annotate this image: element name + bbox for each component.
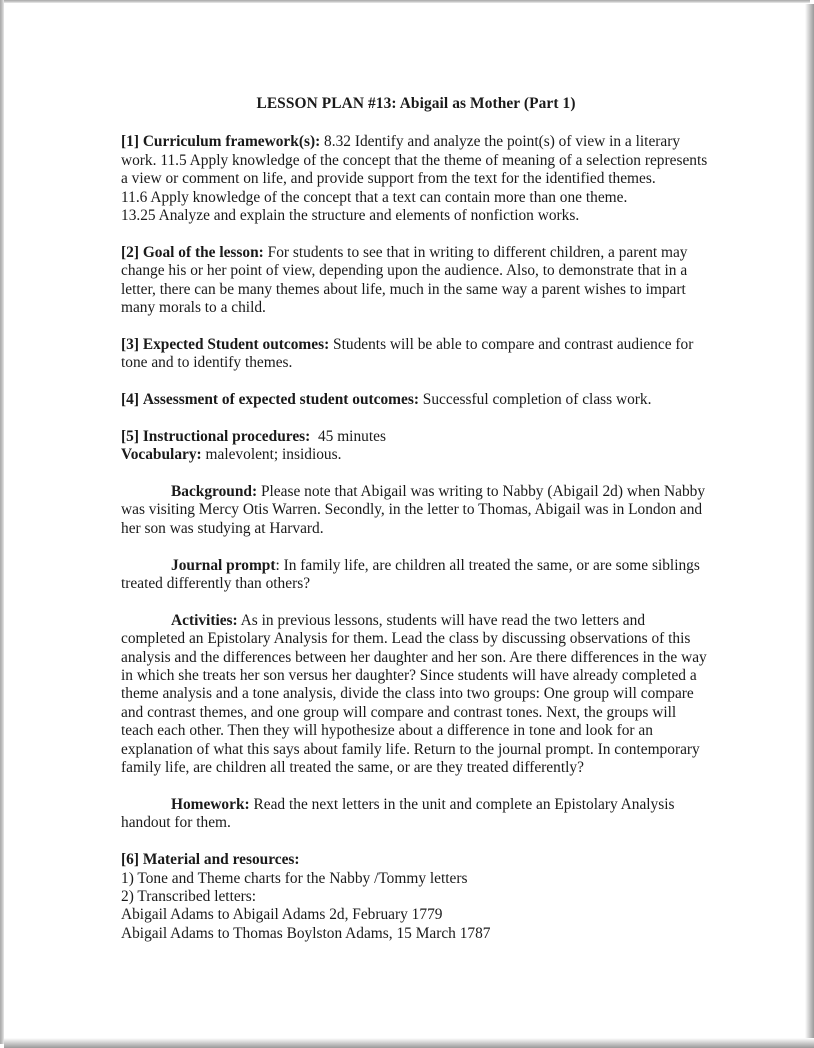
section-procedures-duration: 45 minutes: [310, 427, 386, 445]
subsection-vocabulary: [121, 446, 711, 464]
section-outcomes-body: Students will be able to compare and contrast audience for tone and to identify themes.: [121, 335, 694, 372]
section-materials: [121, 851, 711, 869]
homework-body: Read the next letters in the unit and complete an Epistolary Analysis handout for them.: [121, 795, 675, 832]
background-body: Please note that Abigail was writing to Nabby (Abigail 2d) when Nabby was visiting Mercy Otis Warren. Secondly, in the letter to Thomas, Abigail was in London and her son was studying at Harvard.: [121, 483, 706, 537]
section-materials-number: [6]: [121, 851, 139, 869]
section-goal-body: For students to see that in writing to different children, a parent may change his or her point of view, depending upon the audience. Also, to demonstrate that in a letter, there can be many themes about life, much in the same way a parent wishes to impart many morals to a child.: [121, 243, 688, 317]
section-outcomes-number: [3]: [121, 335, 139, 353]
spacer: [121, 317, 711, 335]
section-expected-outcomes: [121, 336, 711, 373]
section-curriculum-line2: 11.6 Apply knowledge of the concept that a text can contain more than one theme.: [121, 188, 628, 206]
section-curriculum-heading: Curriculum framework(s):: [142, 133, 321, 151]
document-text-column: [121, 95, 711, 943]
journal-prompt-heading: Journal prompt: [171, 556, 276, 574]
journal-prompt-body: : In family life, are children all treated the same, or are some siblings treated differently than others?: [121, 556, 700, 593]
section-goal-number: [2]: [121, 243, 139, 261]
subsection-homework: [121, 796, 711, 833]
vocabulary-body: malevolent; insidious.: [201, 446, 342, 464]
materials-letter-2: Abigail Adams to Thomas Boylston Adams, 15 March 1787: [121, 924, 491, 942]
section-goal: [121, 244, 711, 318]
spacer: [121, 225, 711, 243]
section-goal-heading: Goal of the lesson:: [142, 243, 264, 261]
section-assessment: [121, 391, 711, 409]
subsection-background: [121, 483, 711, 538]
spacer: [121, 833, 711, 851]
spacer: [121, 409, 711, 427]
section-assessment-heading: Assessment of expected student outcomes:: [142, 391, 419, 409]
spacer: [121, 778, 711, 796]
background-heading: Background:: [171, 483, 258, 501]
section-assessment-number: [4]: [121, 391, 139, 409]
materials-item-2: 2) Transcribed letters:: [121, 887, 257, 905]
section-curriculum-number: [1]: [121, 133, 139, 151]
section-curriculum-line3: 13.25 Analyze and explain the structure and elements of nonfiction works.: [121, 207, 580, 225]
page-title: LESSON PLAN #13: Abigail as Mother (Part 1): [256, 95, 576, 112]
section-materials-heading: Material and resources:: [142, 851, 300, 869]
activities-body: As in previous lessons, students will have read the two letters and completed an Epistolary Analysis for them. Lead the class by discussing observations of this analysis and the differences between her daughter and her son. Are there differences in the way in which she treats her son versus her daughter? Since students will have already completed a theme analysis and a tone analysis, divide the class into two groups: One group will compare and contrast themes, and one group will compare and contrast tones. Next, the groups will teach each other. Then they will hypothesize about a difference in tone and look for an explanation of what this says about family life. Return to the journal prompt. In contemporary family life, are children all treated the same, or are they treated differently?: [121, 611, 707, 777]
section-instructional-procedures: [121, 428, 711, 446]
subsection-journal-prompt: [121, 557, 711, 594]
vocabulary-heading: Vocabulary:: [121, 446, 202, 464]
section-curriculum-framework: [121, 133, 711, 188]
spacer: [121, 538, 711, 556]
page-edge-right: [805, 4, 814, 1044]
section-assessment-body: Successful completion of class work.: [418, 391, 652, 409]
section-procedures-number: [5]: [121, 427, 139, 445]
materials-item-1: 1) Tone and Theme charts for the Nabby /Tommy letters: [121, 869, 468, 887]
homework-heading: Homework:: [171, 795, 250, 813]
spacer: [121, 593, 711, 611]
section-curriculum-body: 8.32 Identify and analyze the point(s) of view in a literary work. 11.5 Apply knowledge of the concept that the theme of meaning of a selection represents a view or comment on life, and provide support from the text for the identified themes.: [121, 133, 708, 188]
document-page: [4, 3, 805, 1038]
activities-heading: Activities:: [171, 611, 238, 629]
materials-letter-1: Abigail Adams to Abigail Adams 2d, February 1779: [121, 906, 443, 924]
spacer: [121, 373, 711, 391]
page-edge-bottom: [4, 1038, 814, 1048]
spacer: [121, 465, 711, 483]
section-outcomes-heading: Expected Student outcomes:: [142, 335, 330, 353]
subsection-activities: [121, 612, 711, 778]
section-procedures-heading: Instructional procedures:: [142, 427, 311, 445]
